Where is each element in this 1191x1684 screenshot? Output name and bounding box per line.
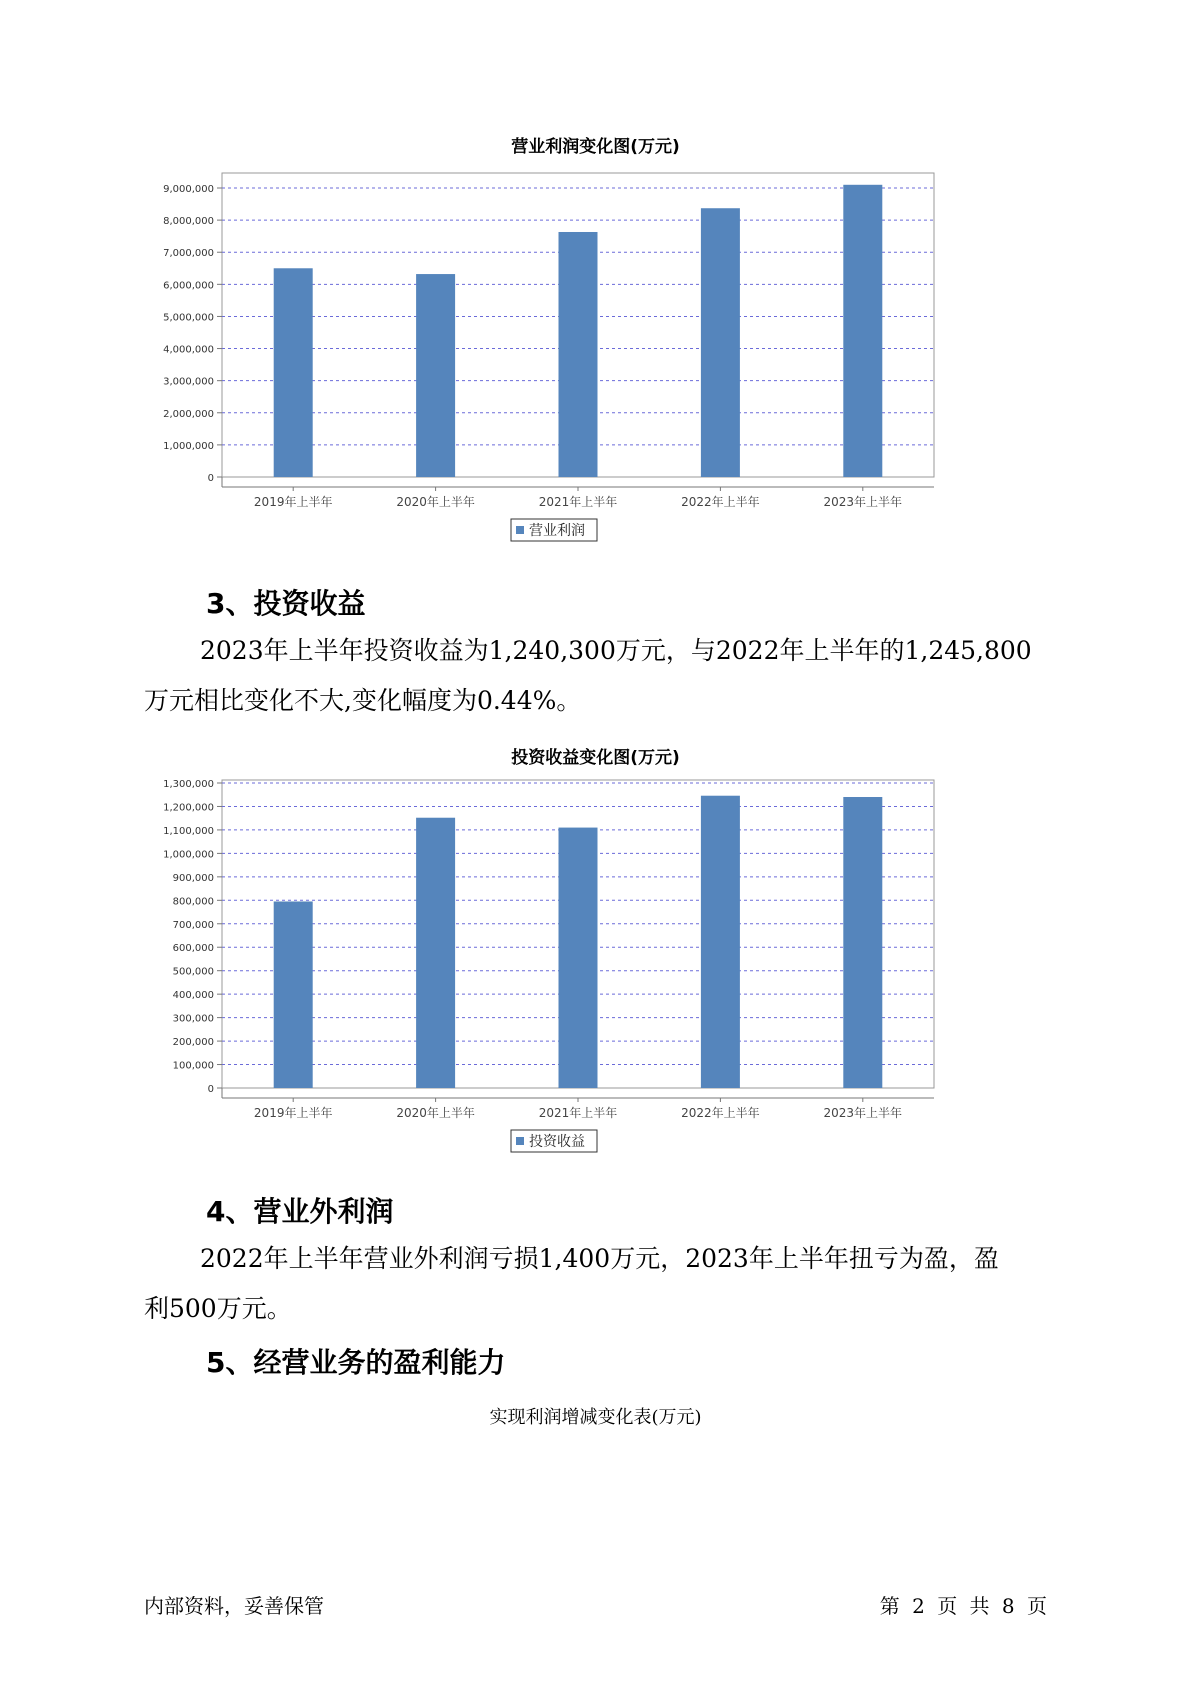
y-tick-label: 8,000,000: [163, 216, 214, 228]
x-tick-label: 2019年上半年: [253, 495, 333, 509]
section-4-line-1: 2022年上半年营业外利润亏损1,400万元，2023年上半年扭亏为盈，盈: [200, 1244, 999, 1273]
bar-4: [701, 796, 740, 1088]
y-tick-label: 1,300,000: [163, 779, 214, 790]
bar-3: [559, 828, 598, 1088]
footer-page-number: 第 2 页 共 8 页: [879, 1594, 1047, 1618]
bar-2: [416, 274, 455, 477]
y-tick-label: 3,000,000: [163, 376, 214, 388]
y-tick-label: 1,100,000: [163, 825, 214, 837]
footer-confidential-note: 内部资料，妥善保管: [144, 1594, 324, 1618]
bar-2: [416, 818, 455, 1088]
x-tick-label: 2019年上半年: [253, 1106, 333, 1120]
operating-profit-chart: [0, 160, 1191, 555]
y-tick-label: 4,000,000: [163, 344, 214, 356]
section-3-heading: 3、投资收益: [206, 587, 366, 620]
y-tick-label: 900,000: [172, 872, 214, 884]
legend-label: 投资收益: [529, 1134, 585, 1150]
x-tick-label: 2023年上半年: [823, 495, 903, 509]
y-tick-label: 700,000: [172, 919, 214, 931]
section-5-heading: 5、经营业务的盈利能力: [206, 1346, 506, 1379]
y-tick-label: 7,000,000: [163, 248, 214, 260]
y-tick-label: 0: [207, 1084, 214, 1095]
y-tick-label: 2,000,000: [163, 408, 214, 420]
x-tick-label: 2022年上半年: [681, 1106, 760, 1120]
x-tick-label: 2020年上半年: [396, 1106, 475, 1120]
y-tick-label: 300,000: [172, 1013, 214, 1025]
legend-label: 营业利润: [529, 523, 585, 539]
y-tick-label: 1,200,000: [163, 802, 214, 814]
table-caption: 实现利润增减变化表(万元): [489, 1407, 702, 1428]
legend-swatch: [516, 526, 524, 534]
bar-4: [701, 208, 740, 477]
legend-swatch: [516, 1137, 524, 1145]
investment-income-chart: [0, 770, 1191, 1165]
y-tick-label: 5,000,000: [163, 312, 214, 324]
y-tick-label: 9,000,000: [163, 184, 214, 195]
y-tick-label: 6,000,000: [163, 280, 214, 292]
x-tick-label: 2023年上半年: [823, 1106, 903, 1120]
bar-1: [274, 901, 313, 1088]
bar-5: [843, 185, 882, 477]
y-tick-label: 1,000,000: [163, 849, 214, 861]
section-3-paragraph: [144, 626, 1074, 726]
section-4-heading: 4、营业外利润: [206, 1195, 394, 1228]
y-tick-label: 1,000,000: [163, 440, 214, 452]
y-tick-label: 600,000: [172, 943, 214, 955]
section-4-line-2: 利500万元。: [144, 1294, 292, 1323]
bar-5: [843, 797, 882, 1088]
chart-2-title: 投资收益变化图(万元): [511, 748, 680, 768]
chart-1-title: 营业利润变化图(万元): [511, 137, 680, 157]
x-tick-label: 2022年上半年: [681, 495, 760, 509]
x-tick-label: 2021年上半年: [538, 1106, 618, 1120]
bar-3: [559, 232, 598, 477]
section-3-line-2: 万元相比变化不大,变化幅度为0.44%。: [144, 686, 582, 715]
y-tick-label: 200,000: [172, 1037, 214, 1049]
section-3-line-1: 2023年上半年投资收益为1,240,300万元，与2022年上半年的1,245,800: [200, 636, 1032, 665]
x-tick-label: 2021年上半年: [538, 495, 618, 509]
y-tick-label: 500,000: [172, 966, 214, 978]
bar-1: [274, 268, 313, 477]
y-tick-label: 0: [207, 473, 214, 484]
y-tick-label: 800,000: [172, 896, 214, 908]
y-tick-label: 100,000: [172, 1060, 214, 1072]
section-4-paragraph: [144, 1234, 1074, 1334]
x-tick-label: 2020年上半年: [396, 495, 475, 509]
y-tick-label: 400,000: [172, 990, 214, 1002]
